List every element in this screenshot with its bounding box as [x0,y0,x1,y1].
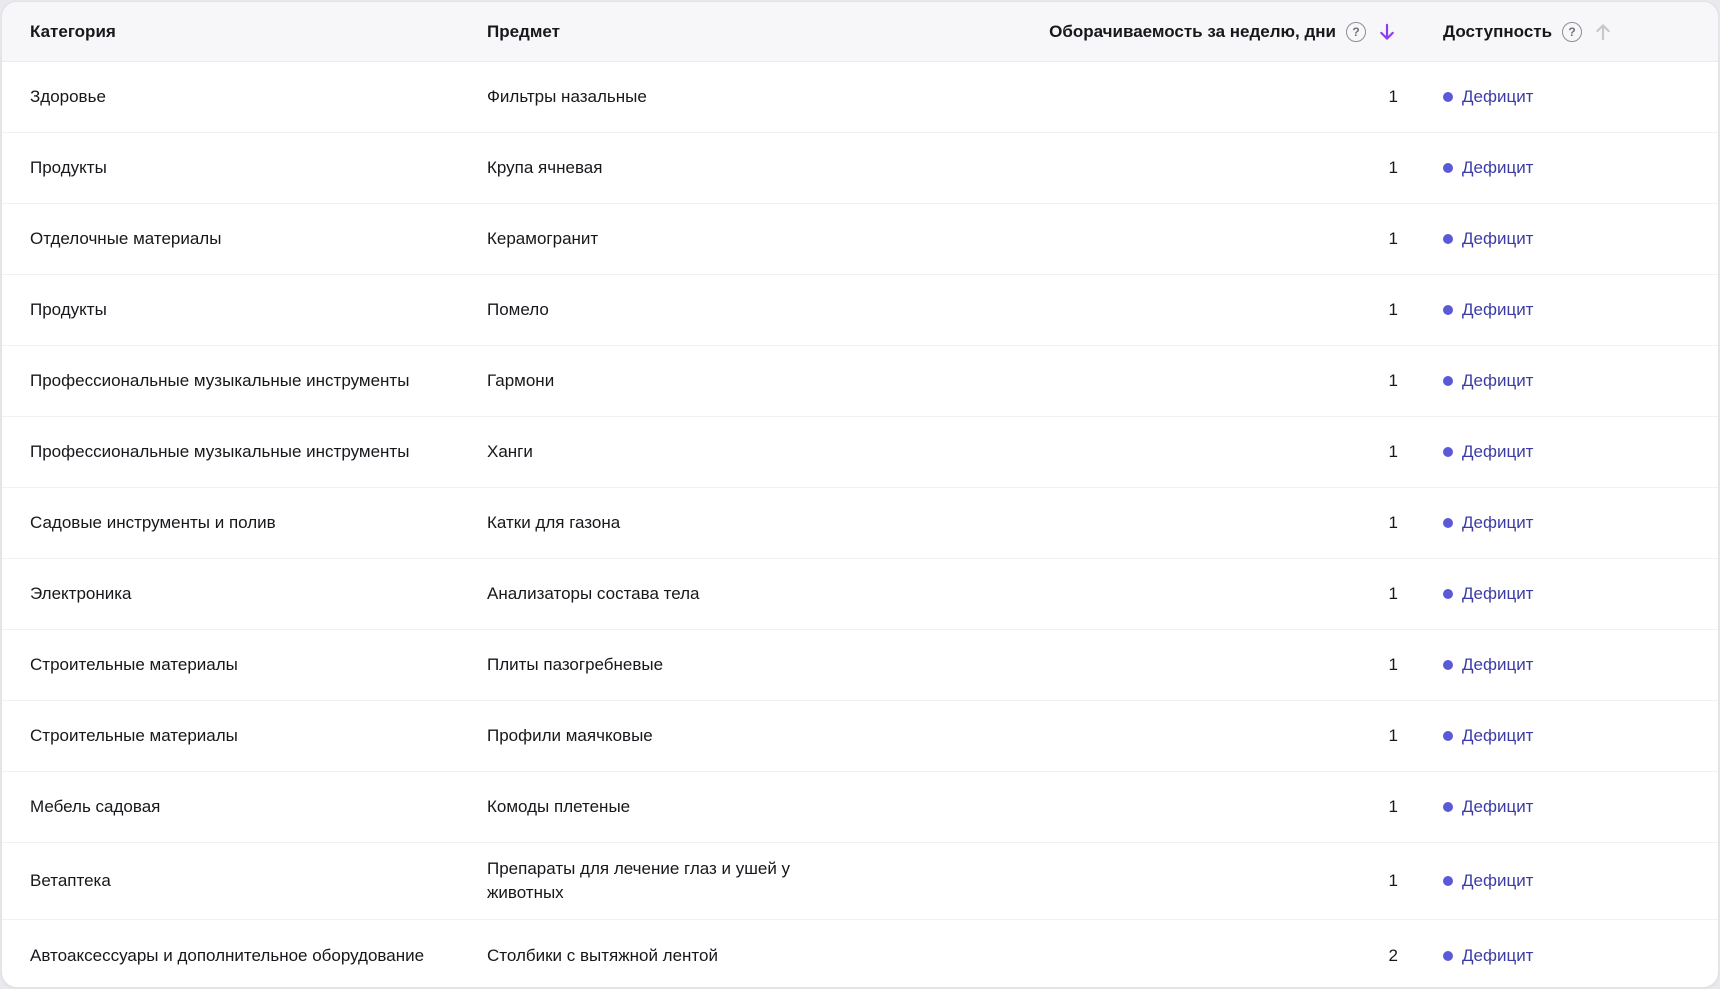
table-row[interactable] [2,488,1718,559]
table-row[interactable] [2,275,1718,346]
availability-sort-asc-icon[interactable] [1592,21,1614,43]
item-text: Анализаторы состава тела [487,584,700,603]
item-cell [487,298,1288,322]
table-row[interactable] [2,417,1718,488]
category-cell [30,369,487,393]
turnover-value: 1 [1388,797,1398,816]
item-cell [487,653,1288,677]
table-body [2,62,1718,988]
availability-status [1443,795,1690,819]
item-cell [487,440,1288,464]
item-cell [487,227,1288,251]
availability-status [1443,869,1690,893]
item-text: Фильтры назальные [487,87,647,106]
availability-status [1443,227,1690,251]
column-header-item: Предмет [487,21,560,41]
item-cell [487,944,1288,968]
item-text: Столбики с вытяжной лентой [487,945,718,965]
table-row[interactable] [2,701,1718,772]
category-text: Электроника [30,584,132,603]
table-row[interactable] [2,559,1718,630]
status-label: Дефицит [1462,300,1534,319]
category-text: Профессиональные музыкальные инструменты [30,442,410,461]
category-cell [30,440,487,464]
status-label: Дефицит [1462,726,1534,745]
status-label: Дефицит [1462,513,1534,532]
inventory-table-card [1,1,1719,988]
item-text: Ханги [487,442,533,461]
turnover-value: 1 [1388,87,1398,106]
availability-status [1443,85,1690,109]
item-text: Катки для газона [487,513,621,532]
item-text: Помело [487,300,549,319]
turnover-value: 1 [1388,442,1398,461]
table-row[interactable] [2,346,1718,417]
availability-status [1443,653,1690,677]
item-text: Плиты пазогребневые [487,655,664,674]
status-label: Дефицит [1462,158,1534,177]
category-text: Здоровье [30,87,106,106]
category-cell [30,795,487,819]
table-header-row [2,2,1718,62]
category-text: Отделочные материалы [30,229,222,248]
item-cell [487,369,1288,393]
item-cell [487,857,1288,905]
status-dot-icon [1443,802,1453,812]
column-header-availability-label: Доступность [1443,21,1553,41]
status-dot-icon [1443,447,1453,457]
table-row[interactable] [2,843,1718,920]
item-text: Гармони [487,371,555,390]
turnover-help-icon[interactable]: ? [1346,22,1366,42]
turnover-value: 1 [1388,584,1398,603]
status-label: Дефицит [1462,371,1534,390]
status-dot-icon [1443,92,1453,102]
table-row[interactable] [2,630,1718,701]
category-cell [30,582,487,606]
category-text: Продукты [30,158,107,177]
category-cell [30,653,487,677]
item-cell [487,724,1288,748]
item-text: Керамогранит [487,229,599,248]
category-cell [30,298,487,322]
category-cell [30,227,487,251]
category-text: Ветаптека [30,871,111,890]
turnover-value: 2 [1388,945,1398,965]
status-label: Дефицит [1462,584,1534,603]
turnover-sort-desc-icon[interactable] [1376,21,1398,43]
turnover-value: 1 [1388,229,1398,248]
category-text: Строительные материалы [30,655,238,674]
status-label: Дефицит [1462,655,1534,674]
column-header-turnover-label: Оборачиваемость за неделю, дни [1049,21,1336,41]
arrow-up-path [1597,25,1608,39]
availability-status [1443,944,1690,968]
status-dot-icon [1443,660,1453,670]
availability-status [1443,156,1690,180]
turnover-value: 1 [1388,871,1398,890]
arrow-down-path [1381,24,1392,38]
item-text: Профили маячковые [487,726,653,745]
item-cell [487,511,1288,535]
turnover-value: 1 [1388,726,1398,745]
availability-status [1443,440,1690,464]
table-row[interactable] [2,204,1718,275]
status-label: Дефицит [1462,442,1534,461]
table-row[interactable] [2,133,1718,204]
category-text: Автоаксессуары и дополнительное оборудование [30,945,425,965]
availability-status [1443,369,1690,393]
availability-status [1443,724,1690,748]
availability-status [1443,582,1690,606]
status-label: Дефицит [1462,945,1534,965]
status-dot-icon [1443,518,1453,528]
status-dot-icon [1443,589,1453,599]
item-cell [487,85,1288,109]
status-label: Дефицит [1462,87,1534,106]
item-text: Крупа ячневая [487,158,603,177]
category-cell [30,85,487,109]
turnover-value: 1 [1388,655,1398,674]
table-row[interactable] [2,772,1718,843]
status-label: Дефицит [1462,229,1534,248]
column-header-turnover [1049,21,1443,43]
status-dot-icon [1443,876,1453,886]
item-text: Комоды плетеные [487,797,631,816]
status-dot-icon [1443,234,1453,244]
status-dot-icon [1443,731,1453,741]
column-header-category: Категория [30,21,116,41]
status-label: Дефицит [1462,797,1534,816]
category-text: Продукты [30,300,107,319]
category-cell [30,156,487,180]
status-label: Дефицит [1462,871,1534,890]
category-cell [30,869,487,893]
category-cell [30,944,487,968]
availability-status [1443,298,1690,322]
status-dot-icon [1443,951,1453,961]
turnover-value: 1 [1388,371,1398,390]
column-header-availability [1443,21,1690,43]
item-text: Препараты для лечение глаз и ушей у животных [487,859,791,902]
item-cell [487,156,1288,180]
turnover-value: 1 [1388,158,1398,177]
category-cell [30,724,487,748]
category-text: Мебель садовая [30,797,161,816]
category-cell [30,511,487,535]
table-row[interactable] [2,920,1718,988]
status-dot-icon [1443,163,1453,173]
turnover-value: 1 [1388,513,1398,532]
status-dot-icon [1443,376,1453,386]
category-text: Строительные материалы [30,726,238,745]
item-cell [487,582,1288,606]
turnover-value: 1 [1388,300,1398,319]
availability-help-icon[interactable]: ? [1562,22,1582,42]
item-cell [487,795,1288,819]
status-dot-icon [1443,305,1453,315]
table-row[interactable] [2,62,1718,133]
category-text: Садовые инструменты и полив [30,513,276,532]
availability-status [1443,511,1690,535]
category-text: Профессиональные музыкальные инструменты [30,371,410,390]
